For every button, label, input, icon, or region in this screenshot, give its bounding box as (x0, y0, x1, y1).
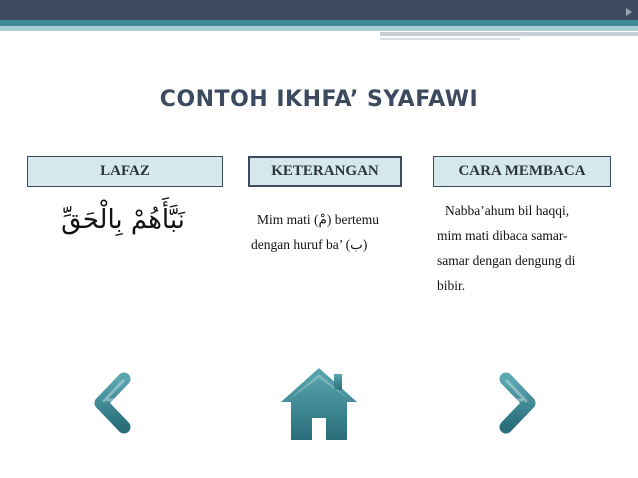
arrow-right-icon (456, 370, 536, 436)
keterangan-line: Mim mati (مْ) bertemu (257, 212, 379, 227)
grey-stripe (380, 32, 638, 36)
corner-triangle-icon (626, 8, 632, 16)
cara-membaca-line: samar dengan dengung di (437, 253, 576, 268)
back-button[interactable] (94, 370, 174, 436)
arabic-lafaz: نَبَّأَهُمْ بِالْحَقِّ (61, 205, 185, 235)
cara-membaca-line: bibir. (437, 278, 466, 293)
cara-membaca-line: Nabba’ahum bil haqqi, (445, 203, 570, 218)
header-lafaz: LAFAZ (27, 156, 223, 187)
cara-membaca-text (437, 198, 617, 298)
top-bar (0, 0, 638, 20)
slide-title: CONTOH IKHFA’ SYAFAWI (159, 87, 479, 112)
home-button[interactable] (279, 366, 359, 442)
cara-membaca-line: mim mati dibaca samar- (437, 228, 568, 243)
home-icon (279, 366, 359, 442)
arrow-left-icon (94, 370, 174, 436)
next-button[interactable] (456, 370, 536, 436)
grey-stripe-thin (380, 38, 520, 40)
header-keterangan: KETERANGAN (248, 156, 402, 187)
keterangan-line: dengan huruf ba’ (ب) (251, 237, 368, 252)
keterangan-text (251, 207, 401, 257)
header-cara-membaca: CARA MEMBACA (433, 156, 611, 187)
light-stripe (0, 26, 638, 31)
